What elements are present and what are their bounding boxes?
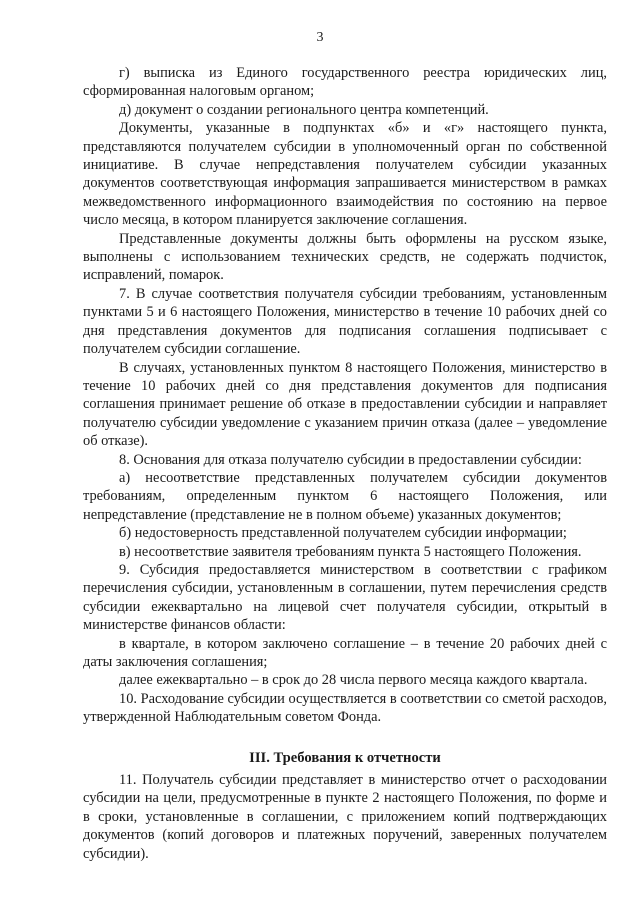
paragraph-clause-10: 10. Расходование субсидии осуществляется в соответствии со сметой расходов, утвержденной Наблюдательным советом Фонда. bbox=[83, 690, 607, 726]
paragraph-ground-a: а) несоответствие представленных получателем субсидии документов требованиям, определенным пунктом 6 настоящего Положения, или непредставление (представление не в полном объеме) указанных документов; bbox=[83, 469, 607, 523]
paragraph-ground-v: в) несоответствие заявителя требованиям пункта 5 настоящего Положения. bbox=[119, 543, 582, 560]
page-number: 3 bbox=[316, 30, 324, 45]
paragraph-documents-format: Представленные документы должны быть оформлены на русском языке, выполнены с использованием технических средств, не содержать подчисток, исправлений, помарок. bbox=[83, 230, 607, 284]
section-heading: III. Требования к отчетности bbox=[249, 749, 441, 766]
paragraph-first-quarter: в квартале, в котором заключено соглашение – в течение 20 рабочих дней с даты заключения соглашения; bbox=[83, 635, 607, 670]
paragraph-quarterly: далее ежеквартально – в срок до 28 числа первого месяца каждого квартала. bbox=[119, 672, 588, 689]
paragraph-ground-b: б) недостоверность представленной получателем субсидии информации; bbox=[119, 525, 567, 542]
paragraph-refusal-cases: В случаях, установленных пунктом 8 настоящего Положения, министерство в течение 10 рабочих дней со дня представления документов для подписания соглашения принимает решение об отказе в предоставлении субсидии и направляет получателю субсидии уведомление с указанием причин отказа (далее – уведомление об отказе). bbox=[83, 359, 607, 450]
paragraph-clause-9: 9. Субсидия предоставляется министерством в соответствии с графиком перечисления субсидии, установленным в соглашении, путем перечисления средств субсидии ежеквартально на лицевой счет получателя субсидии, открытый в министерстве финансов области: bbox=[83, 561, 607, 634]
paragraph-documents-submission: Документы, указанные в подпунктах «б» и «г» настоящего пункта, представляются получателем субсидии в уполномоченный орган по собственной инициативе. В случае непредставления получателем субсидии указанных документов соответствующая информация запрашивается министерством в рамках межведомственного информационного взаимодействия по состоянию на первое число месяца, в котором планируется заключение соглашения. bbox=[83, 120, 607, 229]
paragraph-clause-11: 11. Получатель субсидии представляет в министерство отчет о расходовании субсидии на цели, предусмотренные в пункте 2 настоящего Положения, по форме и в сроки, установленные в соглашении, с приложением копий подтверждающих документов (копий договоров и платежных поручений, заверенных получателем субсидии). bbox=[83, 772, 607, 862]
paragraph-clause-8: 8. Основания для отказа получателю субсидии в предоставлении субсидии: bbox=[119, 451, 582, 468]
paragraph-item-d: д) документ о создании регионального центра компетенций. bbox=[119, 101, 489, 118]
paragraph-item-g: г) выписка из Единого государственного реестра юридических лиц, сформированная налоговым органом; bbox=[83, 65, 607, 100]
paragraph-clause-7: 7. В случае соответствия получателя субсидии требованиям, установленным пунктами 5 и 6 настоящего Положения, министерство в течение 10 рабочих дней со дня представления документов для подписания соглашения подписывает с получателем субсидии соглашение. bbox=[83, 285, 607, 358]
document-body bbox=[83, 64, 607, 863]
